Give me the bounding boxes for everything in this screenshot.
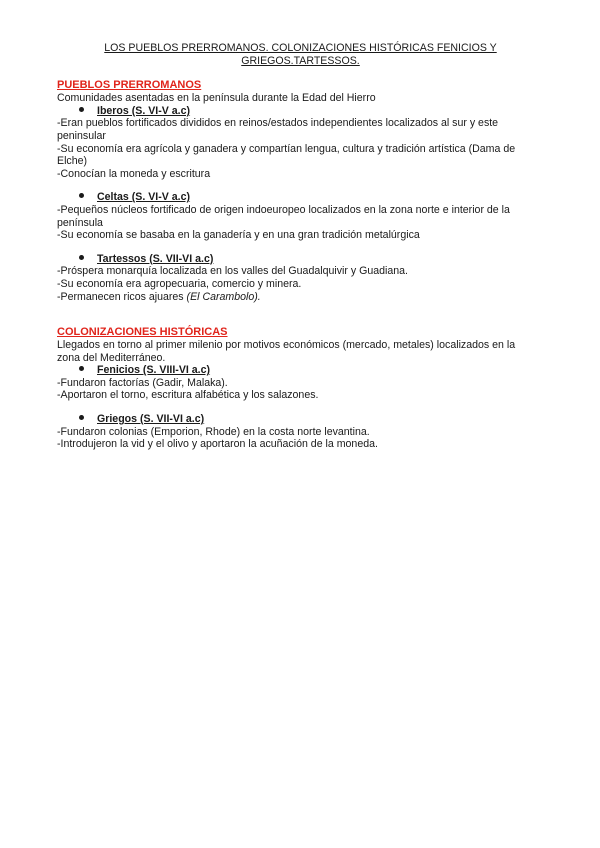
title-line-2: GRIEGOS.TARTESSOS. [241, 54, 360, 67]
bullet-icon [79, 415, 84, 420]
text-line: peninsular [57, 129, 106, 142]
bullet-icon [79, 193, 84, 198]
bullet-heading-celtas [57, 191, 544, 204]
text-line: -Próspera monarquía localizada en los valles del Guadalquivir y Guadiana. [57, 265, 408, 278]
bullet-label: Tartessos (S. VII-VI a.c) [97, 252, 214, 265]
bullet-icon [79, 366, 84, 371]
text-line: -Eran pueblos fortificados divididos en reinos/estados independientes localizados al sur y este [57, 117, 499, 130]
text-plain: -Permanecen ricos ajuares [57, 290, 187, 303]
bullet-heading-fenicios [57, 364, 544, 377]
bullet-heading-griegos [57, 413, 544, 426]
section-intro: zona del Mediterráneo. [57, 351, 166, 364]
text-line: -Fundaron factorías (Gadir, Malaka). [57, 376, 228, 389]
subsection-celtas [57, 191, 544, 241]
bullet-label: Iberos (S. VI-V a.c) [97, 104, 191, 117]
text-italic: (El Carambolo). [186, 290, 261, 303]
text-line: -Su economía era agrícola y ganadera y compartían lengua, cultura y tradición artística (Dama de [57, 142, 516, 155]
bullet-heading-iberos [57, 105, 544, 118]
text-line: -Conocían la moneda y escritura [57, 167, 211, 180]
text-line [57, 291, 544, 304]
text-line: -Su economía se basaba en la ganadería y en una gran tradición metalúrgica [57, 229, 420, 242]
text-line: -Fundaron colonias (Emporion, Rhode) en la costa norte levantina. [57, 425, 370, 438]
subsection-iberos [57, 105, 544, 181]
bullet-label: Fenicios (S. VIII-VI a.c) [97, 364, 211, 377]
subsection-griegos [57, 413, 544, 451]
section-heading-colonizaciones: COLONIZACIONES HISTÓRICAS [57, 326, 228, 339]
section-intro: Llegados en torno al primer milenio por motivos económicos (mercado, metales) localizados en la [57, 339, 516, 352]
bullet-label: Celtas (S. VI-V a.c) [97, 191, 191, 204]
page-title [57, 42, 544, 67]
text-line: -Introdujeron la vid y el olivo y aportaron la acuñación de la moneda. [57, 438, 378, 451]
bullet-icon [79, 107, 84, 112]
subsection-tartessos [57, 253, 544, 303]
text-line: península [57, 216, 103, 229]
bullet-icon [79, 255, 84, 260]
text-line: -Pequeños núcleos fortificado de origen indoeuropeo localizados en la zona norte e interior de la [57, 203, 510, 216]
bullet-label: Griegos (S. VII-VI a.c) [97, 413, 205, 426]
text-line: -Su economía era agropecuaria, comercio y minera. [57, 277, 302, 290]
bullet-heading-tartessos [57, 253, 544, 266]
section-intro: Comunidades asentadas en la península durante la Edad del Hierro [57, 92, 376, 105]
section-prerromanos [57, 79, 544, 303]
section-colonizaciones [57, 326, 544, 451]
title-line-1: LOS PUEBLOS PRERROMANOS. COLONIZACIONES HISTÓRICAS FENICIOS Y [104, 42, 497, 54]
subsection-fenicios [57, 364, 544, 402]
text-line: Elche) [57, 155, 88, 168]
section-heading-prerromanos: PUEBLOS PRERROMANOS [57, 79, 202, 92]
text-line: -Aportaron el torno, escritura alfabética y los salazones. [57, 389, 319, 402]
